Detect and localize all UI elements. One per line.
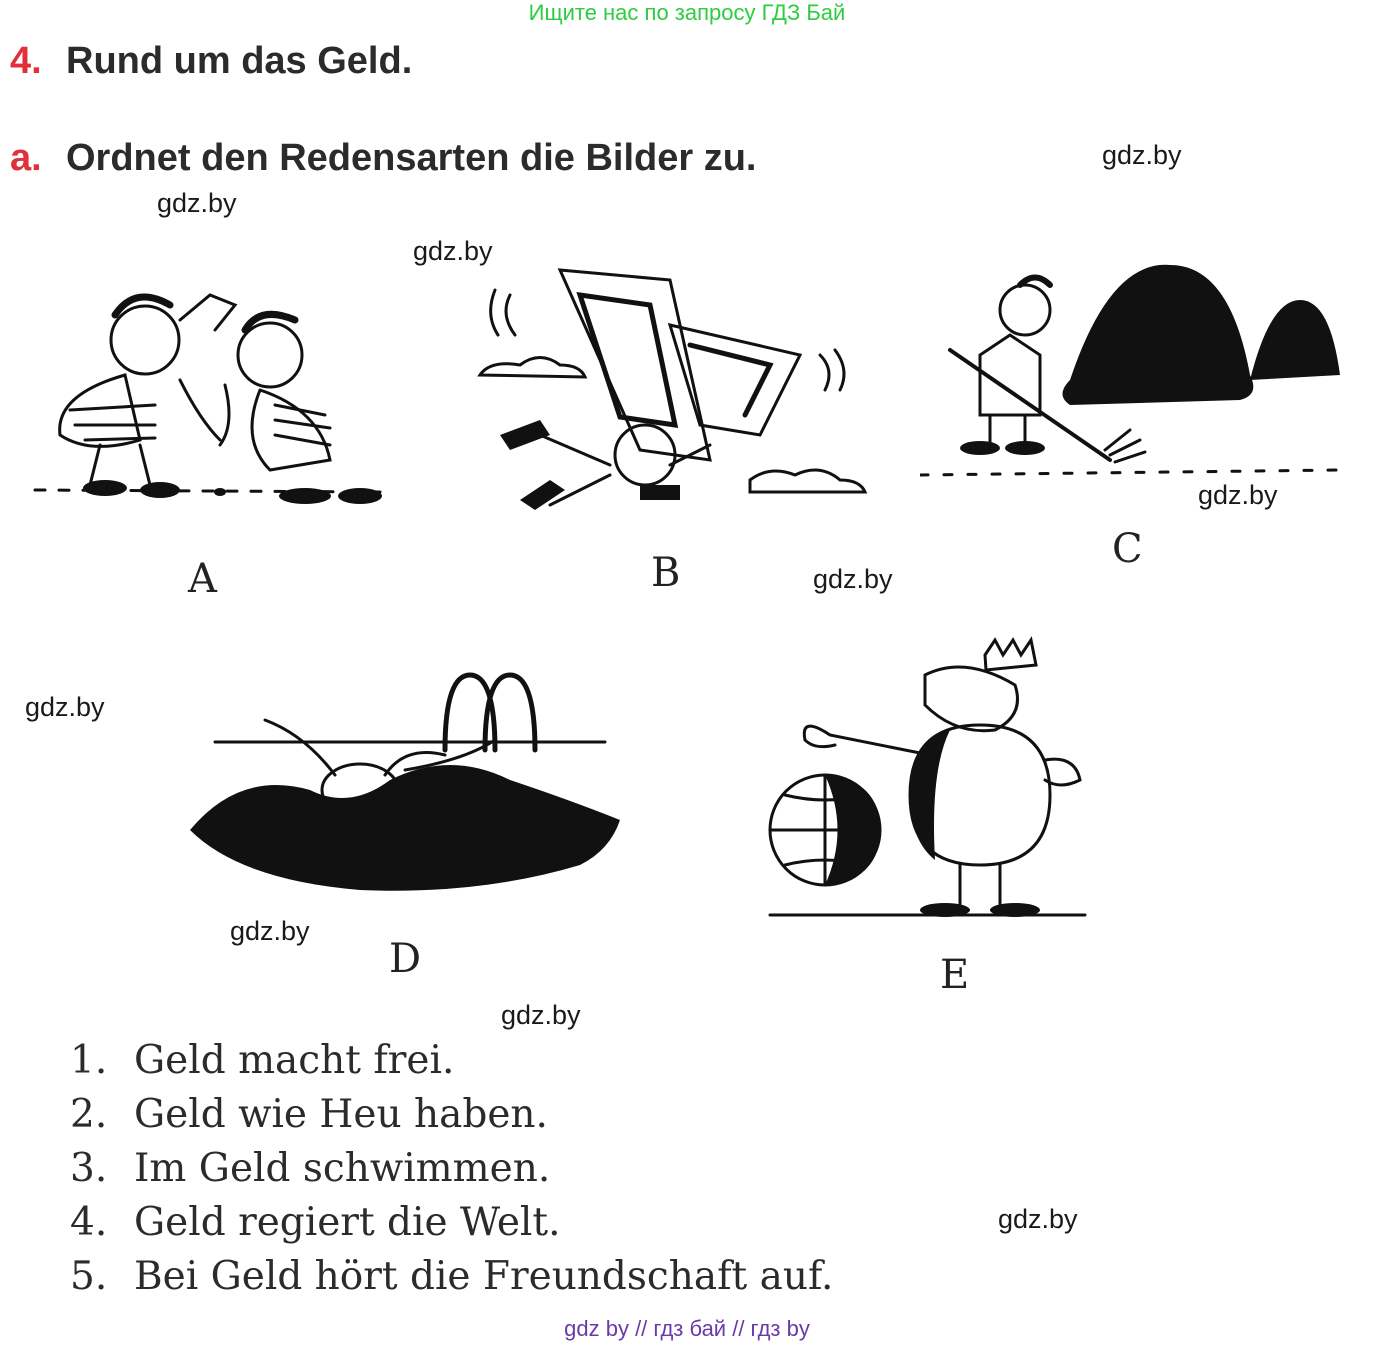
picture-letter: C [1112, 526, 1143, 572]
picture-letter: D [389, 936, 422, 982]
task-letter: a. [10, 137, 42, 179]
saying-number: 5. [70, 1254, 108, 1299]
picture-letter: A [188, 556, 217, 602]
watermark: gdz.by [157, 188, 237, 218]
picture-letter: E [940, 952, 970, 998]
man-flying-with-money-wings-icon [470, 255, 870, 515]
watermark: gdz.by [501, 1000, 581, 1030]
saying-text: Im Geld schwimmen. [134, 1146, 551, 1191]
saying-text: Geld regiert die Welt. [134, 1200, 561, 1245]
saying-number: 4. [70, 1200, 108, 1245]
picture-letter: B [651, 550, 681, 596]
watermark: gdz.by [1198, 480, 1278, 510]
watermark: gdz.by [25, 692, 105, 722]
two-boys-fighting-over-coin-icon [30, 260, 390, 510]
task-text: Ordnet den Redensarten die Bilder zu. [66, 137, 757, 179]
list-item [70, 1196, 833, 1250]
list-item [70, 1034, 833, 1088]
watermark: gdz.by [998, 1204, 1078, 1234]
exercise-number: 4. [10, 40, 42, 82]
watermark: gdz.by [1102, 140, 1182, 170]
top-banner-link[interactable]: Ищите нас по запросу ГДЗ Бай [528, 0, 846, 25]
saying-text: Bei Geld hört die Freundschaft auf. [134, 1254, 834, 1299]
saying-number: 2. [70, 1092, 108, 1137]
list-item [70, 1250, 833, 1304]
task-heading [10, 137, 756, 180]
moneybag-king-with-globe-icon [760, 635, 1090, 920]
list-item [70, 1142, 833, 1196]
man-pitching-money-hay-icon [920, 250, 1345, 490]
watermark: gdz.by [813, 564, 893, 594]
saying-text: Geld macht frei. [134, 1038, 455, 1083]
saying-number: 1. [70, 1038, 108, 1083]
saying-number: 3. [70, 1146, 108, 1191]
watermark: gdz.by [230, 916, 310, 946]
exercise-heading [10, 40, 412, 83]
list-item [70, 1088, 833, 1142]
exercise-title: Rund um das Geld. [66, 40, 413, 82]
sayings-list [70, 1034, 833, 1304]
watermark: gdz.by [413, 236, 493, 266]
footer-links[interactable]: gdz by // гдз бай // гдз by [564, 1316, 810, 1341]
saying-text: Geld wie Heu haben. [134, 1092, 548, 1137]
man-swimming-in-money-pool-icon [185, 660, 630, 905]
